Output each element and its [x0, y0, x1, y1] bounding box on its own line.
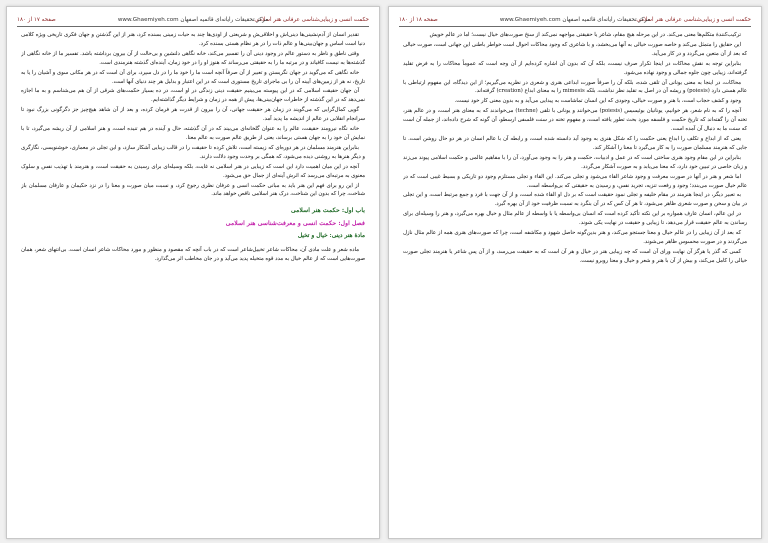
- paragraph: محاکات، در اینجا به معنی یونانی آن تلقی شده، بلکه آن را صرفاً صورت ابداعی هنری و شعری در نظریه می‌گیریم؛ از این دیدگاه، این مفهوم ارتباطی با عالم هستی دارد (poiesis) و ریشه آن در اصل به تقلید نظر نداشت، بلکه mimesis را به معنای ابداع (creation) گرفته‌اند.: [403, 79, 747, 95]
- paragraph: یعنی که از ابداع و تکلف را ابداع یعنی حکمت را که شکل هنری به وجود آید دانسته شده است، و رابطه آن با عالم انسان در هر دو حال روشن است. تا جایی که هنرمند مسلمان صورت را به کار می‌گیرد تا معنا را آشکار کند.: [403, 135, 747, 151]
- paragraph: که بعد از آن زیبایی را در عالم خیال و معنا جستجو می‌کند، و هنر بدین‌گونه حاصل شهود و مکاشفه است، چرا که صورت‌های هنری همه از عالم مثال نازل می‌گردند و در صورت محسوس ظاهر می‌شوند.: [403, 230, 747, 245]
- chapter-heading: باب اول: حکمت هنر اسلامی: [290, 207, 365, 215]
- page-number: صفحه ۱۷ از ۱۸۰: [17, 17, 56, 23]
- site-url[interactable]: www.Ghaemiyeh.com مرکز تحقیقات رایانه‌ای قائمیه اصفهان: [499, 17, 651, 23]
- paragraph: بنابراین توجه به نقش محاکات در اینجا تکرار صرف نیست، بلکه آن که بدون آن اشاره کرده‌ایم از آن وجه است که عموماً محاکات را به فرض تقلید گرفته‌اند، زیبایی چون جلوه جمالی و وجود نهاده می‌شود.: [403, 60, 747, 76]
- left-page: [6, 6, 380, 539]
- paragraph: آنچه در این میان اهمیت دارد این است که زیبایی در هنر اسلامی نه غایت، بلکه وسیله‌ای برای رسیدن به حقیقت است، و هنرمند با تهذیب نفس و سلوک معنوی به مرتبه‌ای می‌رسد که اثرش آینه‌ای از جمال حق می‌شود.: [21, 163, 365, 179]
- paragraph: در این عالم، انسان عارف همواره بر این نکته تأکید کرده است که انسان بی‌واسطه یا با واسطه از عالم مثال و خیال بهره می‌گیرد، و هنر را وسیله‌ای برای رساندن به عالم حقیقت قرار می‌دهد، تا زیبایی و حقیقت در نهایت یکی شوند.: [403, 211, 747, 227]
- paragraph: به تعبیر دیگر، در اینجا هنرمند در مقام خلیفه و تجلی نمود حقیقت است که بر دل او القاء شده است، و از آن جهت با فرد و جمع مرتبط است، و این تجلی در بیان و سخن و صورت شعری ظاهر می‌شود، تا هر آن کس که در آن بنگرد به نسبت ظرفیت خود از آن بهره گیرد.: [403, 192, 747, 208]
- paragraph: آن جهان حقیقت اسلامی که در این پیوسته می‌بینیم حقیقت دینی زندگی در او است، در ده بسیار حکمت‌های شرقی از آن هم می‌شناسم و به ما اجازه نمی‌دهد که در این گذشته از خاطرات جهان‌بینی‌ها، پیش از همه در زمان و شرایط دیگر گذاشته‌ایم.: [21, 88, 365, 104]
- subsection-heading: مادهٔ هنر دینی: خیال و تخیل: [297, 233, 365, 240]
- paragraph: خانه نگاه نیرومند حقیقت، عالم را به عنوان گلخانه‌ای می‌بیند که در آن گذشته، حال و آینده در هم تنیده است، و هنر اسلامی از آن ریشه می‌گیرد، تا با نمایش آن خود را به جهان هستی برساند، یعنی از طریق عالم صورت به عالم معنا.: [21, 126, 365, 141]
- page-body: [21, 31, 365, 534]
- paragraph: وقتی ناطق و ناظر به دستور عالم در وجود دینی آن را تفسیر می‌کند، خانه نگاهی دلنشین و بی‌حالت از آن بیرون برداشته باشد. تفسیر ما از خانه نگاهی از گذشته‌ها به نیست کافیاند و در مرتبه ما را به حقیقتی می‌رساند که هنوز او را در خود زمان، آینده‌ای گذشته هنرمندی است.: [21, 50, 365, 66]
- paragraph: آنچه را که به نام شعر، هر خوانیم، یونانیان بوئیسیس (poiesis) می‌خوانند و یونانی با تلقی (techne) می‌خواندند که به معنای هنر است، و در عالم هنر، تخنه آن را گفته‌اند که تاریخ حکمت و فلسفه مورد بحث تطور یافته است، و مفهوم تخنه در سنت فلسفی ارسطو، آن گونه که شرح داده‌اند، از جمله آن است که سنت ما به دنبال آن آمده است.: [403, 108, 747, 133]
- paragraph: بنابراین هنرمند مسلمان در هر دوره‌ای که زیسته است، تلاش کرده تا حقیقت را در قالب زیبایی آشکار سازد، و این تجلی در معماری، خوشنویسی، نگارگری و دیگر هنرها به روشنی دیده می‌شود، که همگی بر وحدت وجود دلالت دارند.: [21, 144, 365, 160]
- paragraph: این حقایق را متمثل می‌کند و خاصه صورت خیالی به آنها می‌بخشد، و با شاعری که وجود محاکات احوال است خواطر باطنی این جهانی است، صورت خیالی که بعد از آن متعین می‌گردد و در کار می‌آید.: [403, 41, 747, 57]
- section-heading: فصل اول: حکمت انسی و معرفت‌شناسی هنر اسلامی: [225, 220, 365, 228]
- paragraph: ترکیب‌کنندهٔ متکلم‌ها معنی می‌کند. در این مرحله هیچ مقام، شاعر یا حقیقتی مواجهه نمی‌کند از سنخ صورت‌های خیال نیست؛ اما در عالم خویش: [429, 32, 741, 38]
- book-title: حکمت انسی و زیبایی‌شناسی عرفانی هنر اسلامی: [636, 17, 751, 23]
- paragraph: کسی که گذر یا هرگز آن نهایت ورای آن است که چه زیبایی هنر در خیال و هر آن است که به حقیقت می‌رسد، و از آن پس شاعر یا هنرمند تجلی صورت خیالی را کامل می‌کند، و بیش از آن با هنر و شعر و خیال و معنا روبرو نیست.: [403, 248, 747, 264]
- paragraph: بنابراین در این مقام وجود هنری ساختی است که در عمل و ادبیات، حکمت و هنر را به وجود می‌آورد، آن را با مفاهیم عالمی و حکمت اسلامی پیوند می‌زند و زبان خاصی در تبیین خود دارد، که معنا می‌یابد و به صورت آشکار می‌گردد.: [403, 154, 747, 170]
- page-number: صفحه ۱۸ از ۱۸۰: [399, 17, 438, 23]
- site-url[interactable]: www.Ghaemiyeh.com مرکز تحقیقات رایانه‌ای قائمیه اصفهان: [117, 17, 269, 23]
- paragraph: خانه نگاهی که می‌گوید در جهان نگریستن و تعبیر از آن صرفاً آنچه است ما را خود ما را در دل سپرد، برای آن است که در هر مکانی سوی و آشیان را یا به تاریخ، نه هر از زمین‌های آیینه آن را بی ماجرای تاریخ مستوری است که در این اعتبار و بدلیل هر چند دنیای آنها است.: [21, 69, 365, 85]
- right-page: [388, 6, 762, 539]
- page-header: [17, 15, 369, 27]
- paragraph: از این رو برای فهم این هنر باید به مبانی حکمت انسی و عرفان نظری رجوع کرد، و نسبت میان صورت و معنا را در نزد حکیمان و عارفان مسلمان باز شناخت، چرا که بدون این شناخت، درک هنر اسلامی ناقص خواهد ماند.: [21, 182, 365, 198]
- page-header: [399, 15, 751, 27]
- paragraph: گویی کمال‌گرایی که می‌گویند در زمان هر حقیقت جهانی، آن را بیرون از قدرت هر فرمان کرده، و بعد از آن شاهد هیچ‌چیز جز دگرگونی بزرگ نبود تا سرانجام انقلابی در عالم از اندیشه ما پدید آمد.: [21, 107, 365, 123]
- paragraph: اما شعر و هنر در آنها در صورت معرفت و وجود شاعر القاء می‌شود و تجلی می‌کند. این القاء و تجلی مستلزم وجود دو تاریکی و بسیط غیبی است که در عالم خیال صورت می‌بندد؛ وجود و رفعت تنزیه، تجرید نفس، و رسیدن به حقیقتی که بی‌واسطه است.: [403, 173, 747, 189]
- paragraph: ماده شعر و علت مادی آن، محاکات شاعر تخییل‌شاعر است که در باب آنچه که مقصود و منظور و مورد محاکات شاعر انسان است. بی‌انتهای شعر، همان صورت‌هایی است که از عالم خیال به مدد قوه متخیله پدید می‌آید و در جان مخاطب اثر می‌گذارد.: [21, 247, 365, 262]
- page-body: [403, 31, 747, 534]
- paragraph: تقدیر انسان از آدم‌نشینی‌ها دینی‌اش و اخلاقی‌ش و شریعتی از اودی‌ها چند به حیات زمینی بسنده کرد، هنر از این گذشتن و جهان فکری تاریخی ویژه کلامی دنیا است اساس و جهان‌بینی‌ها و عالم ذات را در هر نظام هستی بسنده کرد.: [21, 32, 365, 47]
- book-title: حکمت انسی و زیبایی‌شناسی عرفانی هنر اسلامی: [254, 17, 369, 23]
- paragraph: وجود و کشف حجاب است، با هنر و صورت خیالی، وجودی که این انسان تماشاست به پیدایی می‌آید و به بدون معنی کار خود نیست.: [454, 98, 741, 105]
